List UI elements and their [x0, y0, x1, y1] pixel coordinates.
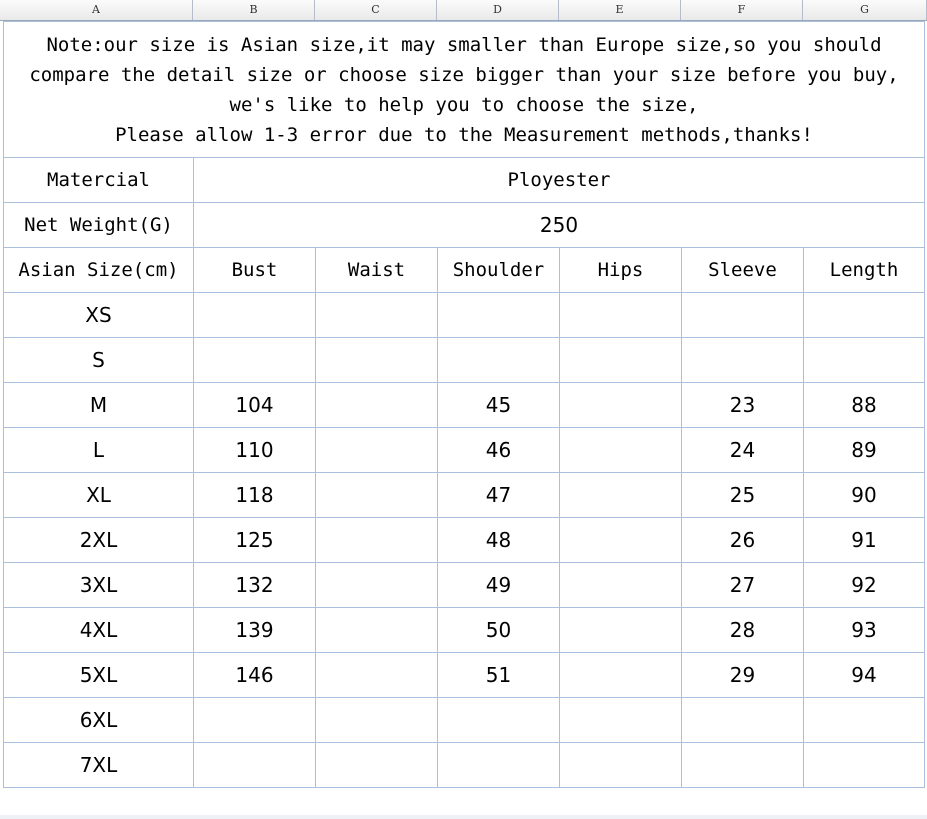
- cell-length[interactable]: 88: [804, 383, 925, 428]
- size-chart-table: [3, 21, 925, 788]
- material-label-cell[interactable]: Matercial: [4, 158, 194, 203]
- cell-size[interactable]: 2XL: [4, 518, 194, 563]
- header-cell-bust[interactable]: Bust: [194, 248, 316, 293]
- cell-hips[interactable]: [560, 698, 682, 743]
- cell-hips[interactable]: [560, 743, 682, 788]
- material-value-cell[interactable]: Ployester: [194, 158, 925, 203]
- cell-size[interactable]: 3XL: [4, 563, 194, 608]
- cell-bust[interactable]: 125: [194, 518, 316, 563]
- note-line: we's like to help you to choose the size,: [229, 93, 699, 116]
- header-cell-shoulder[interactable]: Shoulder: [438, 248, 560, 293]
- cell-waist[interactable]: [316, 743, 438, 788]
- cell-length[interactable]: [804, 293, 925, 338]
- cell-waist[interactable]: [316, 653, 438, 698]
- cell-bust[interactable]: 139: [194, 608, 316, 653]
- cell-shoulder[interactable]: [438, 743, 560, 788]
- column-header-b[interactable]: B: [193, 0, 315, 20]
- cell-length[interactable]: 94: [804, 653, 925, 698]
- table-row: [4, 473, 925, 518]
- cell-length[interactable]: 91: [804, 518, 925, 563]
- column-header-a[interactable]: A: [0, 0, 193, 20]
- cell-sleeve[interactable]: 29: [682, 653, 804, 698]
- cell-waist[interactable]: [316, 518, 438, 563]
- cell-sleeve[interactable]: 25: [682, 473, 804, 518]
- table-row: [4, 428, 925, 473]
- header-cell-hips[interactable]: Hips: [560, 248, 682, 293]
- net-weight-label-cell[interactable]: Net Weight(G): [4, 203, 194, 248]
- cell-length[interactable]: [804, 743, 925, 788]
- size-rows: [4, 293, 925, 788]
- column-header-d[interactable]: D: [437, 0, 559, 20]
- header-cell-waist[interactable]: Waist: [316, 248, 438, 293]
- cell-hips[interactable]: [560, 653, 682, 698]
- cell-length[interactable]: 90: [804, 473, 925, 518]
- column-header-bar: [0, 0, 927, 21]
- cell-bust[interactable]: 104: [194, 383, 316, 428]
- cell-shoulder[interactable]: 50: [438, 608, 560, 653]
- cell-hips[interactable]: [560, 473, 682, 518]
- cell-waist[interactable]: [316, 338, 438, 383]
- table-row: [4, 338, 925, 383]
- header-row: [4, 248, 925, 293]
- column-header-g[interactable]: G: [803, 0, 927, 20]
- cell-sleeve[interactable]: 28: [682, 608, 804, 653]
- cell-length[interactable]: [804, 698, 925, 743]
- cell-hips[interactable]: [560, 608, 682, 653]
- cell-size[interactable]: XL: [4, 473, 194, 518]
- cell-size[interactable]: XS: [4, 293, 194, 338]
- cell-hips[interactable]: [560, 383, 682, 428]
- cell-length[interactable]: 89: [804, 428, 925, 473]
- column-header-c[interactable]: C: [315, 0, 437, 20]
- header-cell-sleeve[interactable]: Sleeve: [682, 248, 804, 293]
- cell-size[interactable]: L: [4, 428, 194, 473]
- table-row: [4, 518, 925, 563]
- cell-sleeve[interactable]: 24: [682, 428, 804, 473]
- cell-waist[interactable]: [316, 293, 438, 338]
- table-row: [4, 653, 925, 698]
- cell-shoulder[interactable]: [438, 293, 560, 338]
- cell-shoulder[interactable]: 51: [438, 653, 560, 698]
- table-row: [4, 293, 925, 338]
- cell-shoulder[interactable]: 46: [438, 428, 560, 473]
- cell-bust[interactable]: 110: [194, 428, 316, 473]
- table-row: [4, 383, 925, 428]
- cell-bust[interactable]: 146: [194, 653, 316, 698]
- cell-sleeve[interactable]: [682, 743, 804, 788]
- cell-length[interactable]: [804, 338, 925, 383]
- cell-shoulder[interactable]: 49: [438, 563, 560, 608]
- cell-shoulder[interactable]: 45: [438, 383, 560, 428]
- table-row: [4, 743, 925, 788]
- cell-size[interactable]: 4XL: [4, 608, 194, 653]
- cell-sleeve[interactable]: 27: [682, 563, 804, 608]
- note-line: compare the detail size or choose size bigger than your size before you buy,: [29, 63, 899, 86]
- cell-sleeve[interactable]: 23: [682, 383, 804, 428]
- cell-bust[interactable]: [194, 293, 316, 338]
- cell-sleeve[interactable]: 26: [682, 518, 804, 563]
- cell-hips[interactable]: [560, 563, 682, 608]
- cell-waist[interactable]: [316, 563, 438, 608]
- note-line: Note:our size is Asian size,it may smaller than Europe size,so you should: [46, 33, 882, 56]
- cell-sleeve[interactable]: [682, 338, 804, 383]
- size-note-cell[interactable]: [4, 22, 925, 158]
- cell-sleeve[interactable]: [682, 698, 804, 743]
- cell-bust[interactable]: 132: [194, 563, 316, 608]
- cell-waist[interactable]: [316, 473, 438, 518]
- note-line: Please allow 1-3 error due to the Measurement methods,thanks!: [115, 123, 813, 146]
- cell-hips[interactable]: [560, 518, 682, 563]
- cell-waist[interactable]: [316, 698, 438, 743]
- cell-bust[interactable]: [194, 743, 316, 788]
- cell-bust[interactable]: [194, 698, 316, 743]
- column-header-f[interactable]: F: [681, 0, 803, 20]
- cell-size[interactable]: 5XL: [4, 653, 194, 698]
- cell-length[interactable]: 93: [804, 608, 925, 653]
- cell-size[interactable]: 6XL: [4, 698, 194, 743]
- column-header-e[interactable]: E: [559, 0, 681, 20]
- net-weight-value-cell[interactable]: 250: [194, 203, 925, 248]
- cell-size[interactable]: 7XL: [4, 743, 194, 788]
- cell-size[interactable]: M: [4, 383, 194, 428]
- table-row: [4, 563, 925, 608]
- cell-hips[interactable]: [560, 428, 682, 473]
- cell-length[interactable]: 92: [804, 563, 925, 608]
- cell-size[interactable]: S: [4, 338, 194, 383]
- cell-shoulder[interactable]: 47: [438, 473, 560, 518]
- cell-waist[interactable]: [316, 428, 438, 473]
- cell-sleeve[interactable]: [682, 293, 804, 338]
- cell-shoulder[interactable]: [438, 698, 560, 743]
- cell-hips[interactable]: [560, 293, 682, 338]
- cell-bust[interactable]: 118: [194, 473, 316, 518]
- cell-waist[interactable]: [316, 608, 438, 653]
- cell-waist[interactable]: [316, 383, 438, 428]
- cell-shoulder[interactable]: 48: [438, 518, 560, 563]
- header-cell-length[interactable]: Length: [804, 248, 925, 293]
- cell-shoulder[interactable]: [438, 338, 560, 383]
- header-cell-size[interactable]: Asian Size(cm): [4, 248, 194, 293]
- sheet-bottom-edge: [0, 815, 927, 819]
- cell-hips[interactable]: [560, 338, 682, 383]
- cell-bust[interactable]: [194, 338, 316, 383]
- table-row: [4, 608, 925, 653]
- table-row: [4, 698, 925, 743]
